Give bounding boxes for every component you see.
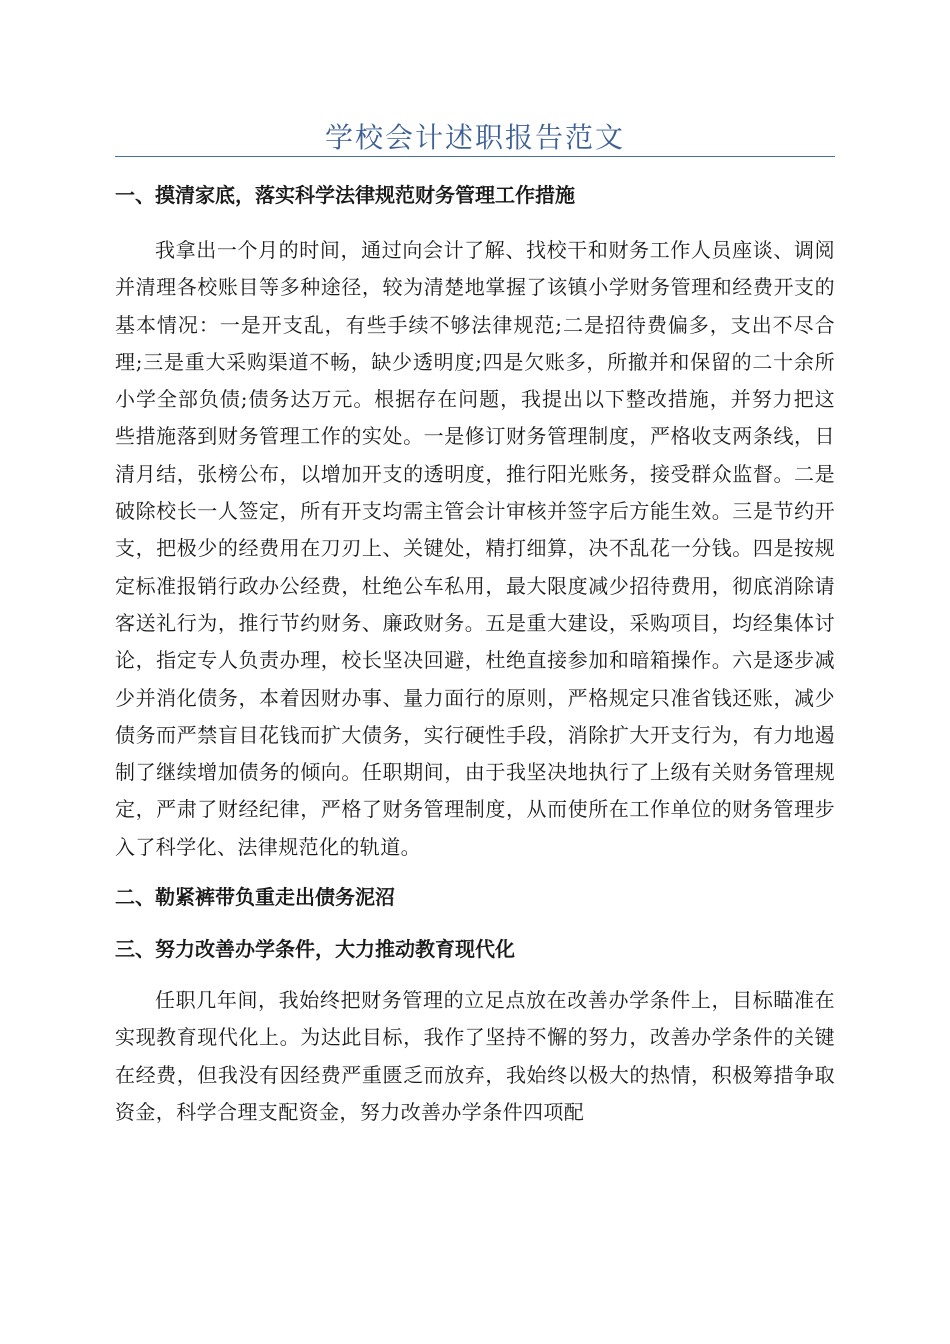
document-title: 学校会计述职报告范文 bbox=[324, 121, 625, 154]
document-body bbox=[115, 178, 835, 1131]
section-paragraph-1: 我拿出一个月的时间，通过向会计了解、找校干和财务工作人员座谈、调阅并清理各校账目等多种途径，较为清楚地掌握了该镇小学财务管理和经费开支的基本情况：一是开支乱，有些手续不够法律规范;二是招待费偏多，支出不尽合理;三是重大采购渠道不畅，缺少透明度;四是欠账多，所撤并和保留的二十余所小学全部负债;债务达万元。根据存在问题，我提出以下整改措施，并努力把这些措施落到财务管理工作的实处。一是修订财务管理制度，严格收支两条线，日清月结，张榜公布，以增加开支的透明度，推行阳光账务，接受群众监督。二是破除校长一人签定，所有开支均需主管会计审核并签字后方能生效。三是节约开支，把极少的经费用在刀刃上、关键处，精打细算，决不乱花一分钱。四是按规定标准报销行政办公经费，杜绝公车私用，最大限度减少招待费用，彻底消除请客送礼行为，推行节约财务、廉政财务。五是重大建设，采购项目，均经集体讨论，指定专人负责办理，校长坚决回避，杜绝直接参加和暗箱操作。六是逐步减少并消化债务，本着因财办事、量力面行的原则，严格规定只准省钱还账，减少债务而严禁盲目花钱而扩大债务，实行硬性手段，消除扩大开支行为，有力地遏制了继续增加债务的倾向。任职期间，由于我坚决地执行了上级有关财务管理规定，严肃了财经纪律，严格了财务管理制度，从而使所在工作单位的财务管理步入了科学化、法律规范化的轨道。 bbox=[115, 238, 835, 859]
section-paragraph-3: 任职几年间，我始终把财务管理的立足点放在改善办学条件上，目标瞄准在实现教育现代化上。为达此目标，我作了坚持不懈的努力，改善办学条件的关键在经费，但我没有因经费严重匮乏而放弃，我始终以极大的热情，积极筹措争取资金，科学合理支配资金，努力改善办学条件四项配 bbox=[115, 988, 835, 1124]
section-heading-1: 一、摸清家底，落实科学法律规范财务管理工作措施 bbox=[115, 183, 575, 207]
section-heading-3: 三、努力改善办学条件，大力推动教育现代化 bbox=[115, 937, 515, 962]
title-block bbox=[115, 110, 835, 157]
section-heading-2: 二、勒紧裤带负重走出债务泥沼 bbox=[115, 885, 395, 910]
